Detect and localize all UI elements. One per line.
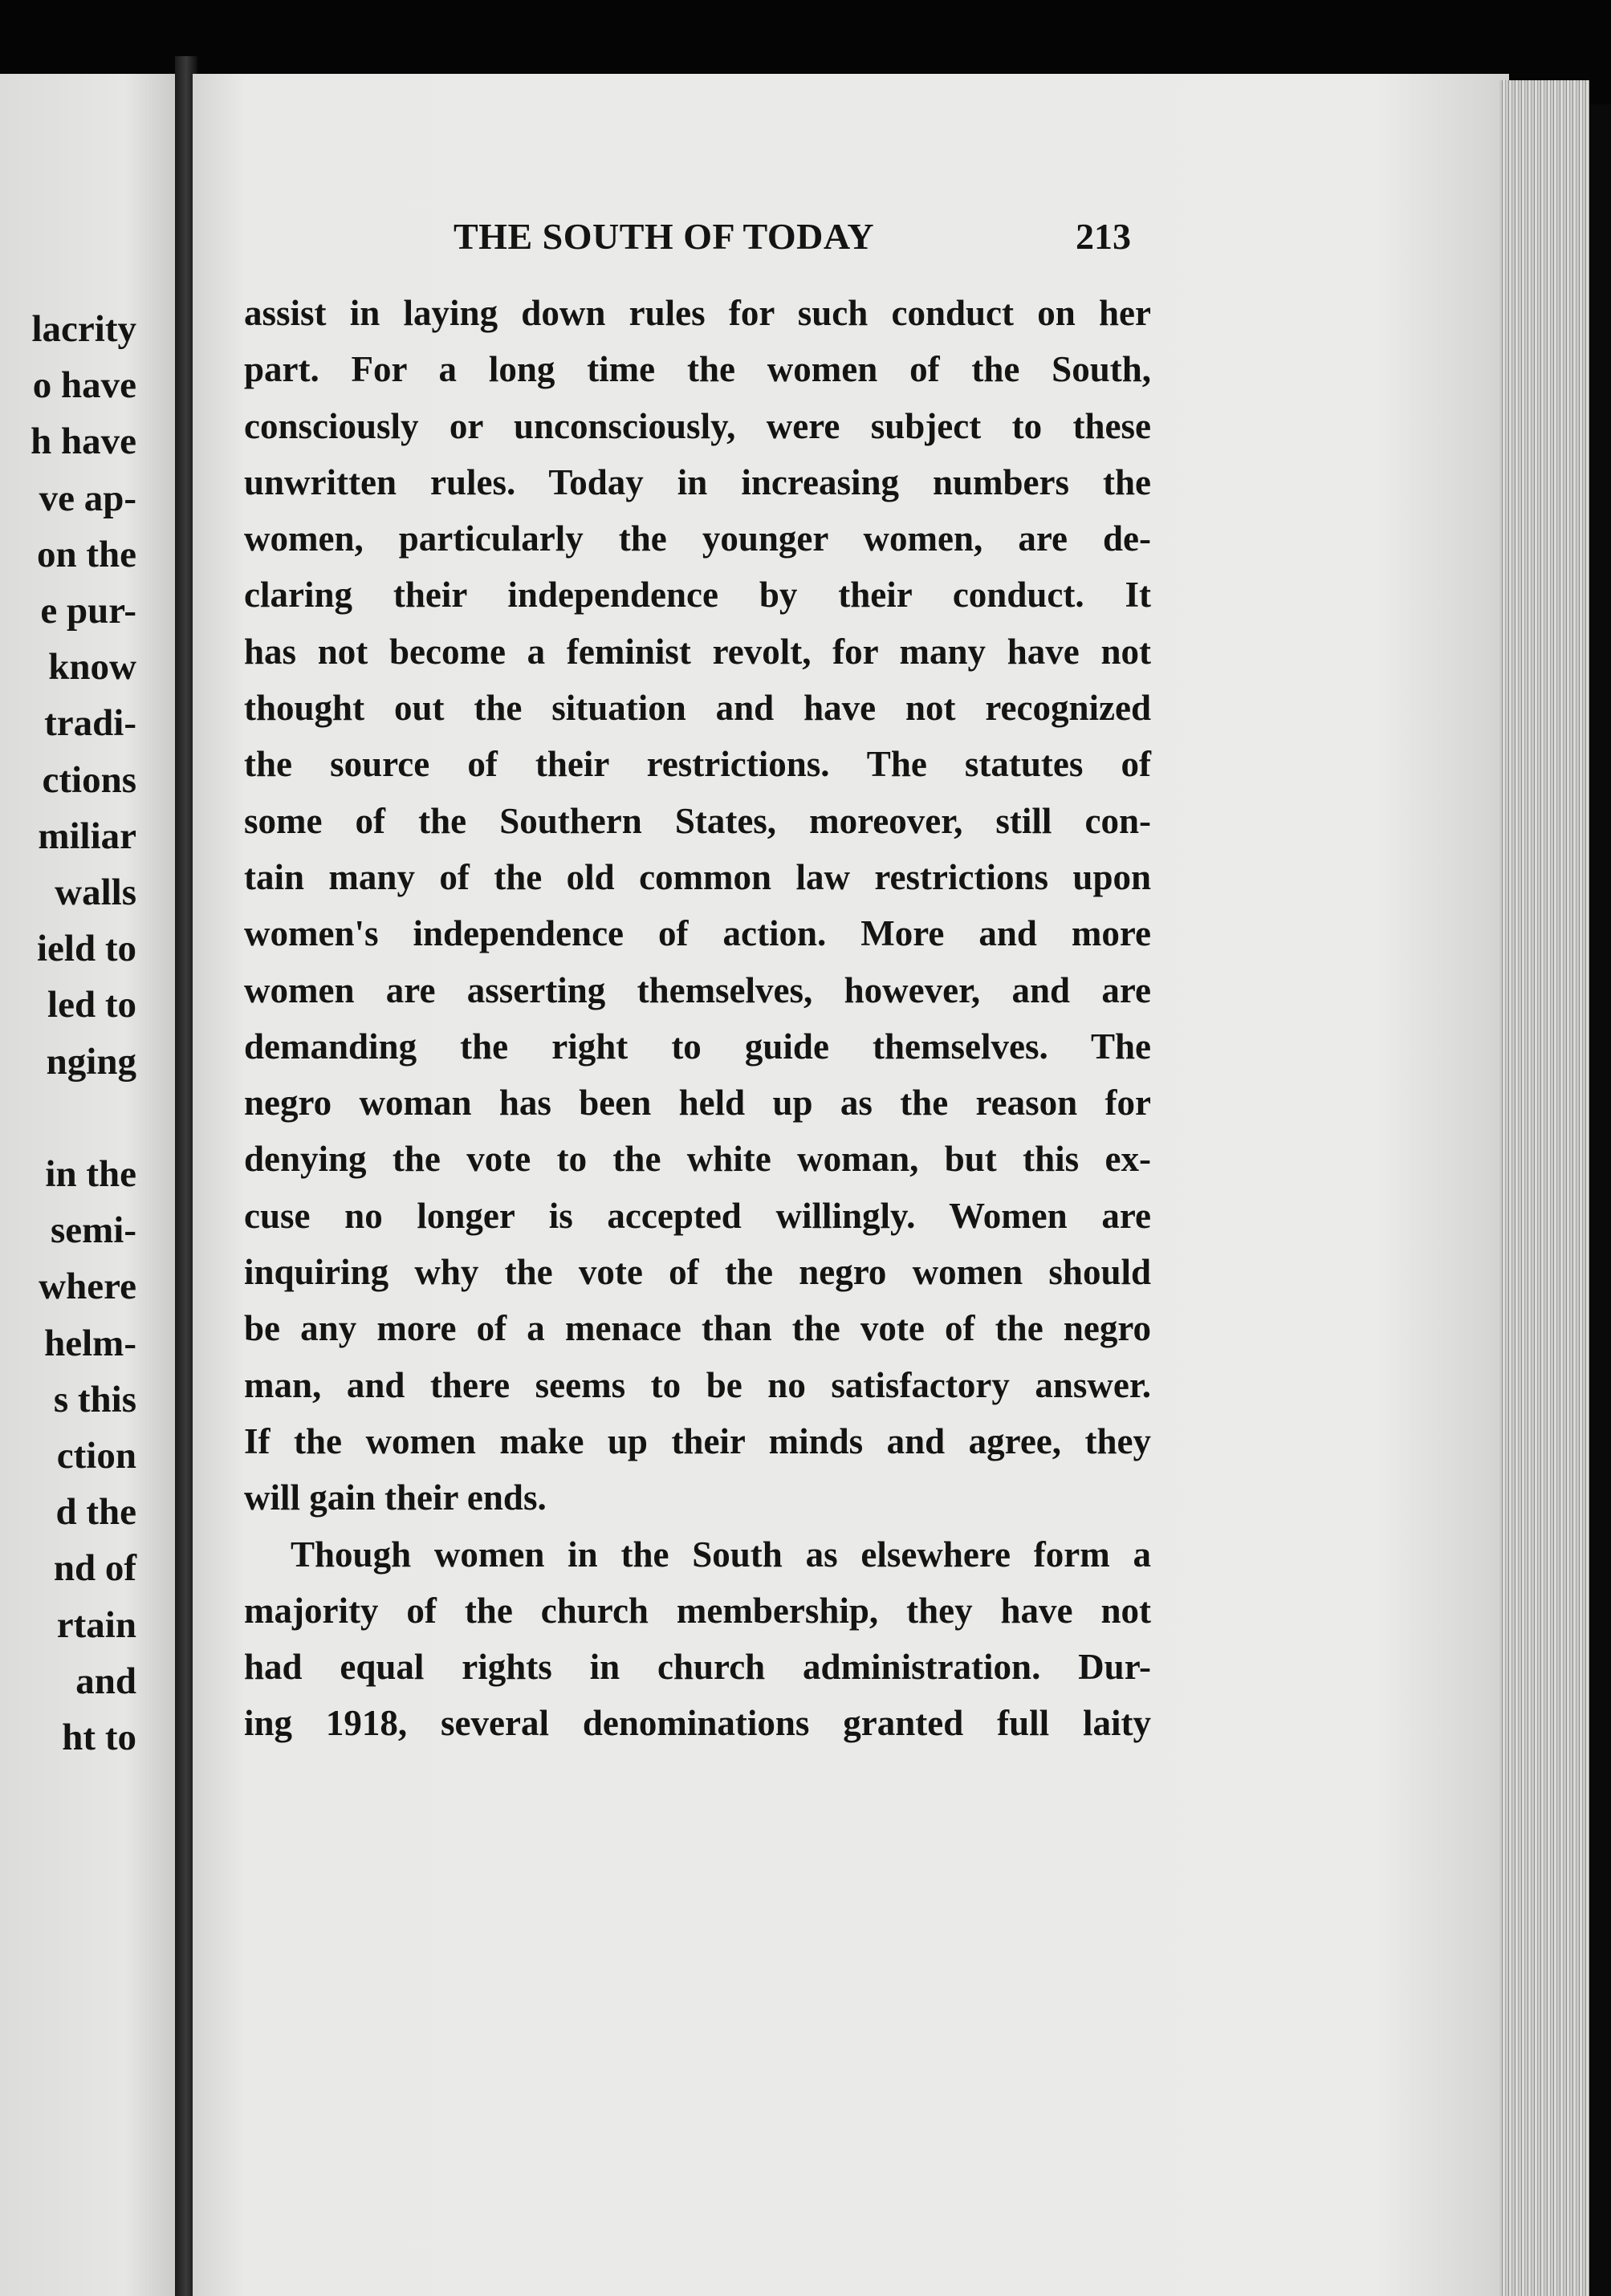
running-head: THE SOUTH OF TODAY [454,216,875,257]
text-line: negro woman has been held up as the reason for [244,1083,1151,1124]
text-line: assist in laying down rules for such conduct on her [244,293,1151,333]
page-edges [1499,80,1589,2296]
page-number: 213 [1076,216,1131,257]
paragraph-last-line: will gain their ends. [244,1477,547,1518]
left-page-line: e pur- [40,590,136,632]
paragraph-first-line: Though women in the South as elsewhere form a [291,1534,1151,1575]
left-page-line: and [75,1660,136,1702]
text-line: had equal rights in church administration. Dur- [244,1647,1151,1688]
text-line: denying the vote to the white woman, but this ex- [244,1139,1151,1180]
text-line: unwritten rules. Today in increasing numbers the [244,461,1151,502]
left-page-line: led to [47,984,136,1026]
text-line: part. For a long time the women of the South, [244,349,1151,390]
left-page [0,74,178,2296]
left-page-line: lacrity [31,308,136,350]
left-page-line: tradi- [44,702,136,745]
body-text [244,285,1151,1752]
left-page-line: ield to [36,928,136,970]
left-page-line: ht to [62,1717,136,1758]
left-page-line: ctions [42,758,136,801]
text-line: women are asserting themselves, however, and are [244,969,1151,1010]
left-page-line: ction [56,1435,136,1477]
left-page-line: miliar [38,815,136,857]
text-line: man, and there seems to be no satisfactory answer. [244,1364,1151,1405]
text-line: claring their independence by their conduct. It [244,575,1151,616]
text-line: cuse no longer is accepted willingly. Women are [244,1195,1151,1236]
text-line: the source of their restrictions. The statutes of [244,744,1151,785]
text-line: majority of the church membership, they have not [244,1590,1151,1631]
left-page-line: on the [36,533,136,575]
left-page-line: nging [46,1040,136,1083]
text-line: thought out the situation and have not recognized [244,688,1151,729]
text-line: women's independence of action. More and more [244,913,1151,954]
left-page-line: in the [45,1153,136,1195]
text-line: inquiring why the vote of the negro women should [244,1252,1151,1293]
left-page-line: nd of [53,1547,136,1590]
text-line: has not become a feminist revolt, for many have not [244,631,1151,672]
left-page-line: rtain [56,1603,136,1646]
left-page-line: o have [32,364,136,407]
text-line: be any more of a menace than the vote of the negro [244,1308,1151,1349]
text-line: demanding the right to guide themselves. The [244,1026,1151,1067]
left-page-line: h have [31,421,136,463]
text-line: tain many of the old common law restrictions upon [244,856,1151,897]
left-page-line: walls [55,872,136,913]
left-page-line: where [39,1266,136,1308]
left-page-line: ve ap- [39,477,136,519]
scan-border [1589,104,1611,2296]
text-line: consciously or unconsciously, were subject to these [244,405,1151,446]
text-line: ing 1918, several denominations granted full laity [244,1703,1151,1744]
text-line: women, particularly the younger women, are de- [244,518,1151,559]
left-page-line: helm- [44,1322,136,1364]
text-line: some of the Southern States, moreover, still con- [244,800,1151,841]
left-page-line: semi- [50,1209,136,1252]
text-line: If the women make up their minds and agree, they [244,1420,1151,1461]
left-page-line: s this [53,1378,136,1420]
left-page-line: d the [55,1491,136,1534]
left-page-line: know [48,646,136,689]
